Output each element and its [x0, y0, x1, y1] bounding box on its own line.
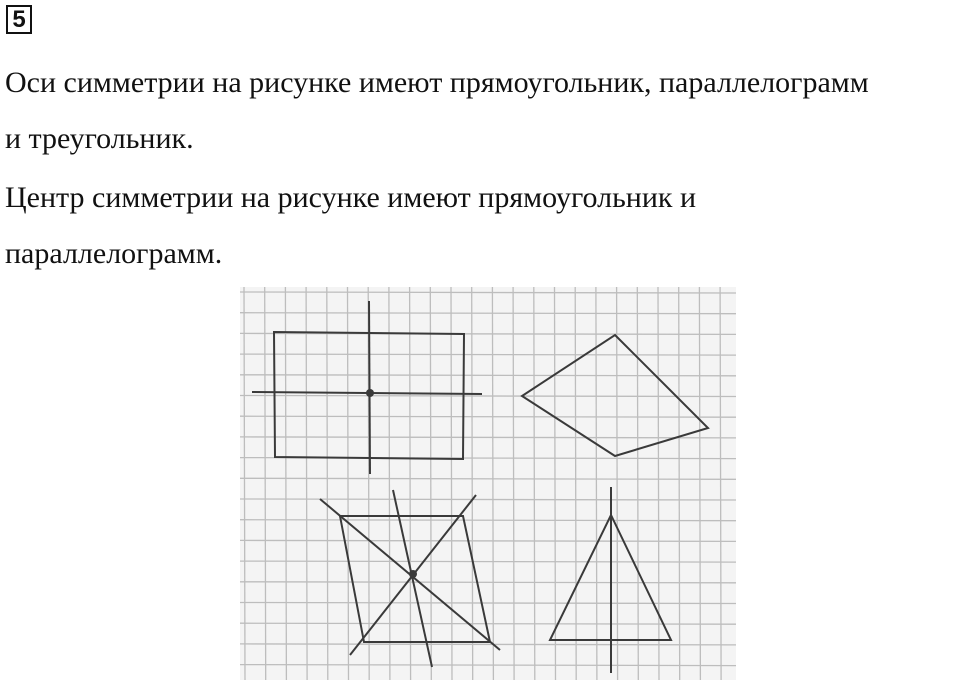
parallelogram-center-point	[409, 570, 417, 578]
rectangle-vertical-axis	[369, 301, 370, 474]
symmetry-figure-svg	[240, 287, 736, 680]
answer-line-1: Оси симметрии на рисунке имеют прямоугольник, параллелограмм	[5, 66, 869, 99]
answer-line-2: и треугольник.	[5, 122, 194, 155]
answer-line-3: Центр симметрии на рисунке имеют прямоугольник и	[5, 181, 697, 214]
answer-line-4: параллелограмм.	[5, 237, 223, 270]
symmetry-figure-photo	[240, 287, 736, 680]
task-number-badge: 5	[6, 5, 32, 34]
rectangle-center-point	[366, 389, 374, 397]
